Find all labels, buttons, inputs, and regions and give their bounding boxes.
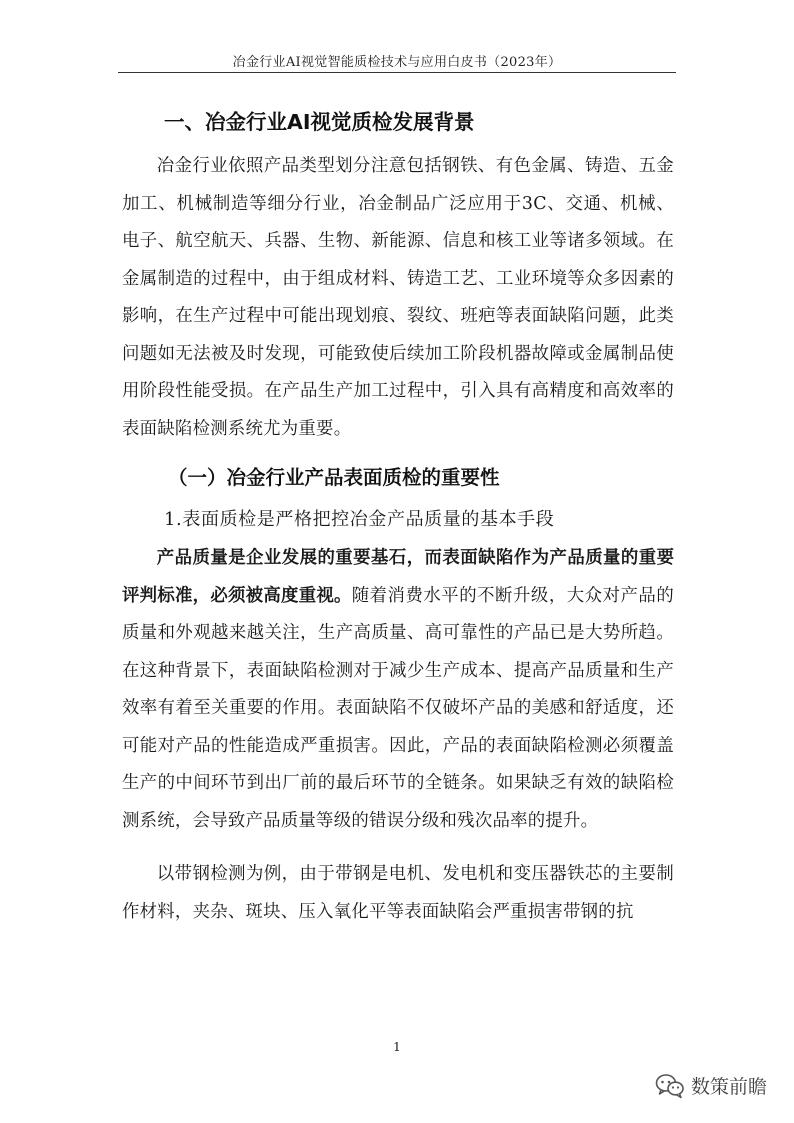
- paragraph-quality: [122, 540, 674, 840]
- subsection-heading: （一）冶金行业产品表面质检的重要性: [168, 466, 500, 489]
- page-number: 1: [393, 1040, 401, 1054]
- section-heading: 一、冶金行业AI视觉质检发展背景: [164, 110, 475, 134]
- watermark: [655, 1072, 767, 1099]
- wechat-icon: [655, 1073, 685, 1099]
- paragraph-quality-bold-lead: 产品质量是企业发展的重要基石，而表面缺陷作为产品质量的重要评判标准，必须被高度重视。: [122, 548, 674, 606]
- header-divider: [118, 72, 676, 73]
- document-body: [122, 100, 674, 931]
- paragraph-strip-steel: 以带钢检测为例，由于带钢是电机、发电机和变压器铁芯的主要制作材料，夹杂、斑块、压入氧化平等表面缺陷会严重损害带钢的抗: [122, 864, 674, 922]
- paragraph-background: 冶金行业依照产品类型划分注意包括钢铁、有色金属、铸造、五金加工、机械制造等细分行业，冶金制品广泛应用于3C、交通、机械、电子、航空航天、兵器、生物、新能源、信息和核工业等诸多领域。在金属制造的过程中，由于组成材料、铸造工艺、工业环境等众多因素的影响，在生产过程中可能出现划痕、裂纹、班疤等表面缺陷问题，此类问题如无法被及时发现，可能致使后续加工阶段机器故障或金属制品使用阶段性能受损。在产品生产加工过程中，引入具有高精度和高效率的表面缺陷检测系统尤为重要。: [122, 156, 674, 439]
- paragraph-quality-body: 随着消费水平的不断升级，大众对产品的质量和外观越来越关注，生产高质量、高可靠性的产品已是大势所趋。在这种背景下，表面缺陷检测对于减少生产成本、提高产品质量和生产效率有着至关重要的作用。表面缺陷不仅破坏产品的美感和舒适度，还可能对产品的性能造成严重损害。因此，产品的表面缺陷检测必须覆盖生产的中间环节到出厂前的最后环节的全链条。如果缺乏有效的缺陷检测系统，会导致产品质量等级的错误分级和残次品率的提升。: [122, 585, 674, 831]
- watermark-text: 数策前瞻: [691, 1076, 768, 1098]
- item-heading: 1.表面质检是严格把控冶金产品质量的基本手段: [164, 509, 555, 530]
- running-header: 冶金行业AI视觉智能质检技术与应用白皮书（2023年）: [232, 55, 562, 70]
